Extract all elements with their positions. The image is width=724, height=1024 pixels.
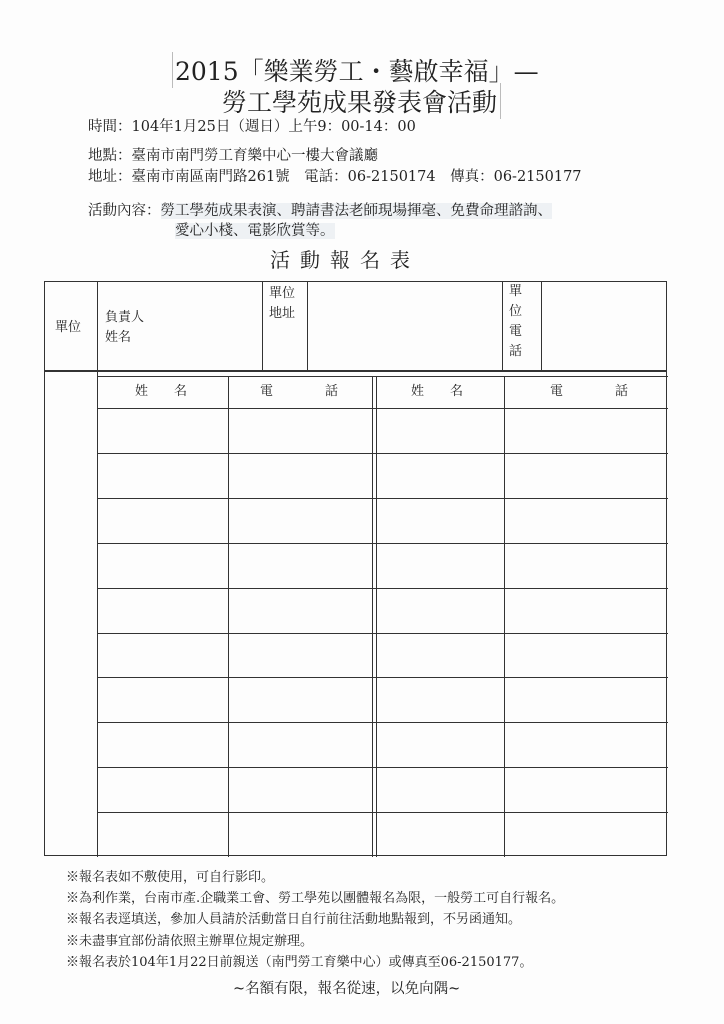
phone-entry-field[interactable] — [505, 723, 668, 767]
unit-phone-field[interactable] — [545, 286, 663, 366]
name-entry-field[interactable] — [377, 499, 504, 543]
name-entry-field[interactable] — [377, 589, 504, 633]
note-5: ※報名表於104年1月22日前親送（南門勞工育樂中心）或傳真至06-2150177。 — [66, 955, 533, 970]
name-entry-field[interactable] — [98, 499, 228, 543]
event-address: 地址：臺南市南區南門路261號 電話：06-2150174 傳真：06-2150177 — [88, 169, 582, 185]
unit-address-field[interactable] — [311, 286, 497, 366]
name-entry-field[interactable] — [377, 768, 504, 812]
event-time: 時間：104年1月25日（週日）上午9：00-14：00 — [88, 119, 416, 135]
activity-line-1: 勞工學苑成果表演、聘請書法老師現場揮毫、免費命理諮詢、 — [160, 203, 552, 219]
phone-entry-field[interactable] — [505, 678, 668, 722]
unit-label: 單位 — [55, 320, 82, 335]
column-header-phone-left: 電 話 — [260, 384, 339, 399]
unit-phone-char: 電 — [509, 324, 523, 339]
name-entry-field[interactable] — [98, 544, 228, 588]
phone-entry-field[interactable] — [229, 813, 372, 857]
phone-entry-field[interactable] — [505, 813, 668, 857]
name-entry-field[interactable] — [98, 768, 228, 812]
name-entry-field[interactable] — [377, 409, 504, 453]
unit-phone-char: 位 — [509, 304, 523, 319]
name-entry-field[interactable] — [98, 409, 228, 453]
name-entry-field[interactable] — [377, 634, 504, 678]
unit-phone-char: 話 — [509, 344, 523, 359]
unit-address-line2: 地址 — [269, 306, 296, 321]
unit-phone-label — [509, 282, 522, 362]
column-header-name-right: 姓 名 — [411, 384, 464, 399]
form-title: 活動報名表 — [270, 248, 420, 272]
activity-content — [88, 201, 552, 241]
note-1: ※報名表如不敷使用，可自行影印。 — [66, 870, 275, 885]
name-entry-field[interactable] — [98, 454, 228, 498]
leader-name-label — [105, 308, 144, 348]
column-header-name-left: 姓 名 — [135, 384, 188, 399]
phone-entry-field[interactable] — [229, 409, 372, 453]
leader-name-field[interactable] — [145, 292, 255, 362]
column-header-phone-right: 電 話 — [550, 384, 629, 399]
name-entry-field[interactable] — [377, 454, 504, 498]
title-line-1: 2015「樂業勞工・藝啟幸福」— — [172, 52, 539, 88]
phone-entry-field[interactable] — [505, 544, 668, 588]
phone-entry-field[interactable] — [229, 768, 372, 812]
phone-entry-field[interactable] — [229, 678, 372, 722]
phone-entry-field[interactable] — [505, 499, 668, 543]
activity-label: 活動內容： — [88, 203, 161, 219]
phone-entry-field[interactable] — [229, 454, 372, 498]
unit-address-line1: 單位 — [269, 286, 296, 301]
name-entry-field[interactable] — [98, 813, 228, 857]
phone-entry-field[interactable] — [505, 589, 668, 633]
unit-phone-char: 單 — [509, 284, 523, 299]
name-entry-field[interactable] — [377, 723, 504, 767]
name-entry-field[interactable] — [98, 678, 228, 722]
phone-entry-field[interactable] — [229, 544, 372, 588]
phone-entry-field[interactable] — [505, 768, 668, 812]
leader-label-line2: 姓名 — [105, 330, 132, 345]
title-line-2: 勞工學苑成果發表會活動 — [222, 83, 501, 119]
name-entry-field[interactable] — [98, 589, 228, 633]
closing-line: ~名額有限，報名從速，以免向隅~ — [233, 981, 461, 997]
name-entry-field[interactable] — [98, 634, 228, 678]
name-entry-field[interactable] — [377, 544, 504, 588]
note-3: ※報名表逕填送，參加人員請於活動當日自行前往活動地點報到，不另函通知。 — [66, 912, 522, 927]
phone-entry-field[interactable] — [505, 409, 668, 453]
activity-line-2: 愛心小棧、電影欣賞等。 — [175, 223, 335, 239]
event-place: 地點：臺南市南門勞工育樂中心一樓大會議廳 — [88, 148, 378, 164]
phone-entry-field[interactable] — [229, 499, 372, 543]
leader-label-line1: 負責人 — [105, 310, 145, 325]
phone-entry-field[interactable] — [229, 634, 372, 678]
registration-table — [44, 281, 667, 856]
name-entry-field[interactable] — [98, 723, 228, 767]
phone-entry-field[interactable] — [229, 589, 372, 633]
phone-entry-field[interactable] — [505, 634, 668, 678]
phone-entry-field[interactable] — [505, 454, 668, 498]
note-2: ※為利作業，台南市產.企職業工會、勞工學苑以團體報名為限，一般勞工可自行報名。 — [66, 891, 565, 906]
phone-entry-field[interactable] — [229, 723, 372, 767]
note-4: ※未盡事宜部份請依照主辦單位規定辦理。 — [66, 934, 314, 949]
unit-address-label — [269, 284, 295, 324]
name-entry-field[interactable] — [377, 678, 504, 722]
name-entry-field[interactable] — [377, 813, 504, 857]
